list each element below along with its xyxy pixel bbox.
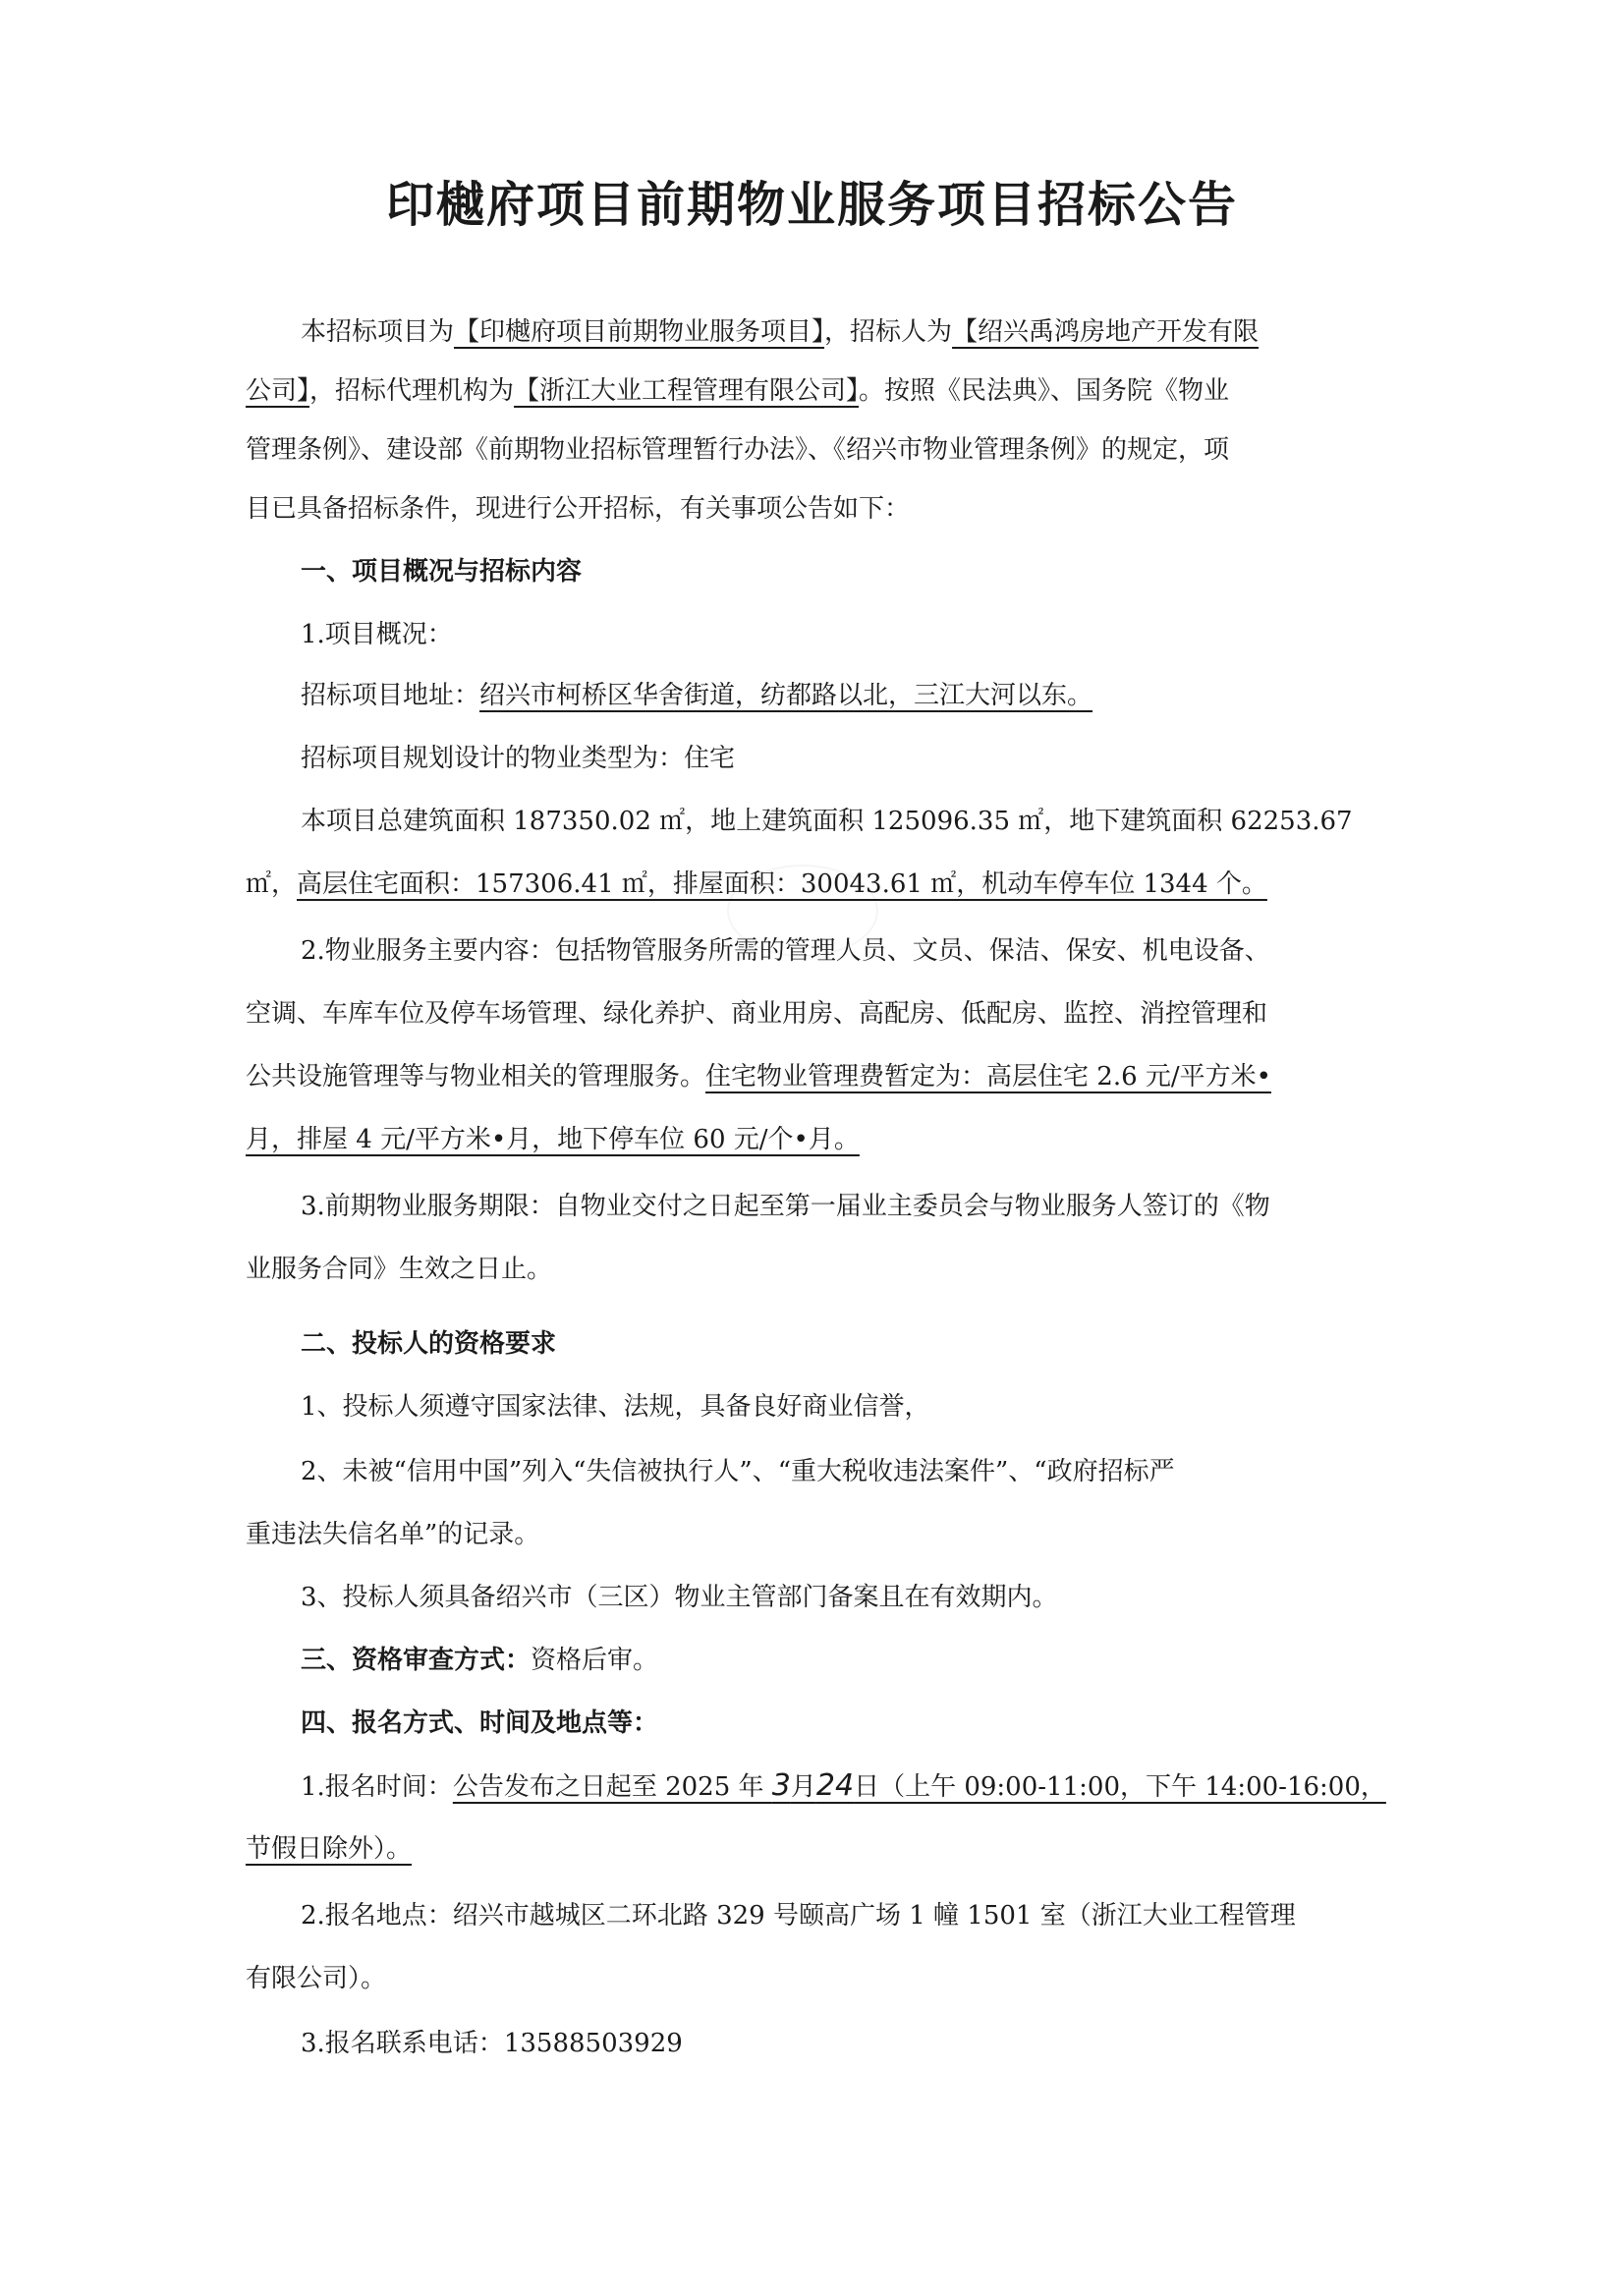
handwritten-day: 24 [815, 1768, 855, 1803]
address-label: 招标项目地址： [301, 681, 480, 710]
requirement-3: 3、投标人须具备绍兴市（三区）物业主管部门备案且在有效期内。 [301, 1583, 1058, 1612]
holiday-note: 节假日除外）。 [246, 1834, 413, 1864]
registration-location-line-1: 2.报名地点：绍兴市越城区二环北路 329 号颐高广场 1 幢 1501 室（浙江大业工程管理 [301, 1901, 1296, 1931]
registration-deadline-text: 公告发布之日起至 2025 年 [452, 1772, 772, 1802]
intro-line-4: 目已具备招标条件，现进行公开招标，有关事项公告如下： [246, 494, 911, 524]
phone-number: 13588503929 [503, 2029, 683, 2058]
fee-text-end: 月，排屋 4 元/平方米•月，地下停车位 60 元/个•月。 [246, 1125, 860, 1154]
registration-time-line-1 [301, 1766, 1385, 1807]
services-text: 公共设施管理等与物业相关的管理服务。 [246, 1062, 706, 1092]
intro-line-1 [301, 312, 1385, 352]
registration-location-line-2: 有限公司）。 [246, 1964, 387, 1993]
area-details: 高层住宅面积：157306.41 ㎡，排屋面积：30043.61 ㎡，机动车停车位 1344 个。 [297, 869, 1267, 899]
requirement-2-line-1: 2、未被“信用中国”列入“失信被执行人”、“重大税收违法案件”、“政府招标严 [301, 1457, 1175, 1486]
section-heading-3: 三、资格审查方式： [301, 1646, 532, 1675]
intro-text: ，招标人为 [824, 317, 953, 347]
requirement-1: 1、投标人须遵守国家法律、法规，具备良好商业信誉， [301, 1392, 930, 1422]
project-name: 【印樾府项目前期物业服务项目】 [454, 317, 825, 347]
area-unit: ㎡， [246, 869, 298, 899]
requirement-2-line-2: 重违法失信名单”的记录。 [246, 1520, 540, 1549]
services-line-4 [246, 1120, 1385, 1159]
tenderer-name: 【绍兴禹鸿房地产开发有限 [952, 317, 1260, 347]
term-line-1: 3.前期物业服务期限：自物业交付之日起至第一届业主委员会与物业服务人签订的《物 [301, 1192, 1270, 1221]
registration-phone-line [301, 2024, 1385, 2063]
area-line-1: 本项目总建筑面积 187350.02 ㎡，地上建筑面积 125096.35 ㎡，地下建筑面积 62253.67 [301, 807, 1353, 836]
term-line-2: 业服务合同》生效之日止。 [246, 1255, 553, 1284]
registration-time-line-2 [246, 1829, 1385, 1869]
registration-hours: 日（上午 09:00-11:00，下午 14:00-16:00， [854, 1772, 1386, 1802]
services-line-3 [246, 1057, 1385, 1096]
section-heading-4: 四、报名方式、时间及地点等： [301, 1708, 659, 1738]
intro-line-2 [246, 371, 1385, 411]
tenderer-name-end: 公司】 [246, 376, 310, 406]
address-value: 绍兴市柯桥区华舍街道，纺都路以北，三江大河以东。 [479, 681, 1093, 710]
registration-time-label: 1.报名时间： [301, 1772, 453, 1802]
intro-text: 本招标项目为 [301, 317, 455, 347]
registration-time-value [452, 1768, 1386, 1803]
month-char: 月 [790, 1772, 816, 1802]
qualification-review-line [301, 1641, 1385, 1680]
fee-text: 住宅物业管理费暂定为：高层住宅 2.6 元/平方米• [705, 1062, 1271, 1092]
overview-label: 1.项目概况： [301, 620, 453, 649]
section-heading-2: 二、投标人的资格要求 [301, 1329, 557, 1359]
handwritten-month: 3 [771, 1768, 791, 1803]
intro-text: ，招标代理机构为 [309, 376, 515, 406]
intro-line-3: 管理条例》、建设部《前期物业招标管理暂行办法》、《绍兴市物业管理条例》的规定，项 [246, 435, 1230, 465]
services-line-1: 2.物业服务主要内容：包括物管服务所需的管理人员、文员、保洁、保安、机电设备、 [301, 936, 1270, 966]
document-title: 印樾府项目前期物业服务项目招标公告 [385, 176, 1238, 233]
services-line-2: 空调、车库车位及停车场管理、绿化养护、商业用房、高配房、低配房、监控、消控管理和 [246, 999, 1268, 1029]
address-line [301, 676, 1385, 715]
intro-text: 。按照《民法典》、国务院《物业 [859, 376, 1230, 406]
agency-name: 【浙江大业工程管理有限公司】 [514, 376, 860, 406]
property-type-line: 招标项目规划设计的物业类型为：住宅 [301, 744, 736, 773]
phone-label: 3.报名联系电话： [301, 2029, 504, 2058]
qualification-review-value: 资格后审。 [531, 1646, 659, 1675]
section-heading-1: 一、项目概况与招标内容 [301, 557, 583, 587]
